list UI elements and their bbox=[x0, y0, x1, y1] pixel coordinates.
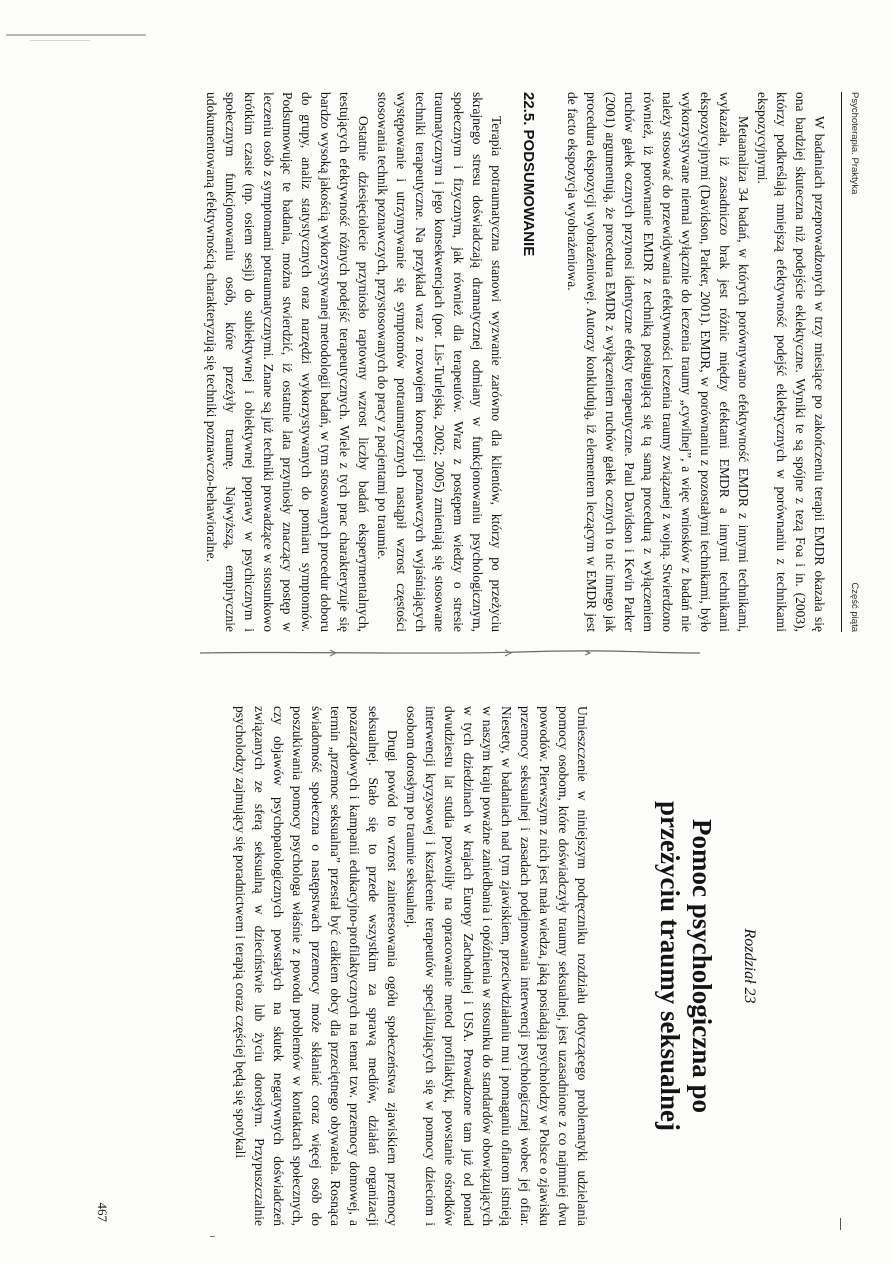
scan-artifact-mark bbox=[30, 40, 90, 41]
body-paragraph: Drugi powód to wzrost zainteresowania ogółu społeczeństwa zjawiskiem przemocy seksualnej. Stało się to przede wszystkim za sprawą mediów, działań organizacji pozarządowych i kampanii edukacyjno-profilaktycznych na temat tzw. przemocy domowej, a termin „przemoc seksualna” przestał być całkiem obcy dla przeciętnego obywatela. Rosnąca świadomość społeczna o następstwach przemocy może skłaniać coraz więcej osób do poszukiwania pomocy psychologa właśnie z powodu problemów w kontaktach społecznych, czy objawów psychopatologicznych powstałych na skutek negatywnych doświadczeń związanych ze sferą seksualną w dzieciństwie lub życiu dorosłym. Przypuszczalnie psycholodzy zajmujący się poradnictwem i terapią coraz częściej będą się spotykali bbox=[233, 706, 400, 1226]
running-head-title: Psychoterapia. Praktyka bbox=[849, 92, 860, 195]
right-page bbox=[90, 706, 850, 1226]
summary-paragraph: Terapia potraumatyczna stanowi wyzwanie zarówno dla klientów, którzy po przeżyciu skrajnego stresu doświadczają dramatycznej odmiany w funkcjonowaniu psychologicznym, społecznym i fizycznym, jak również dla terapeutów. Wraz z postępem wiedzy o stresie traumatycznym i jego konsekwencjach (por. Lis-Turlejska, 2002; 2005) zmieniają się stosowane techniki terapeutyczne. Na przykład wraz z rozwojem koncepcji poznawczych wyjaśniających występowanie i utrzymywanie się symptomów potraumatycznych nastąpił wzrost częstości stosowania technik poznawczych, przystosowanych do pracy z pacjentami po traumie. bbox=[375, 92, 504, 632]
left-page bbox=[100, 92, 860, 632]
running-header bbox=[842, 92, 860, 632]
part-label: Część piąta bbox=[849, 582, 860, 632]
section-heading: 22.5. PODSUMOWANIE bbox=[520, 92, 537, 257]
body-paragraph: Umieszczenie w niniejszym podręczniku rozdziału dotyczącego problematyki udzielania pomocy osobom, które doświadczyły traumy seksualnej, jest uzasadnione z co najmniej dwu powodów. Pierwszym z nich jest mała wiedza, jaką posiadają psycholodzy w Polsce o zjawisku przemocy seksualnej i zasadach podejmowania interwencji psychologicznej wobec jej ofiar. Niestety, w badaniach nad tym zjawiskiem, przeciwdziałaniu mu i pomaganiu ofiarom istnieją w naszym kraju poważne zaniedbania i opóźnienia w stosunku do standardów obowiązujących w tych dziedzinach w krajach Europy Zachodniej i USA. Prowadzone tam już od ponad dwudziestu lat studia pozwoliły na opracowanie metod profilaktyki, powstanie ośrodków interwencji kryzysowej i kształcenie terapeutów specjalizujących się w pomocy dzieciom i osobom dorosłym po traumie seksualnej. bbox=[404, 706, 590, 1226]
book-fold-line bbox=[0, 644, 893, 662]
scan-artifact-mark bbox=[6, 34, 146, 36]
page-edge-mark bbox=[840, 1218, 841, 1230]
body-paragraph: W badaniach przeprowadzonych w trzy miesiące po zakończeniu terapii EMDR okazała się ona bardziej skuteczna niż podejście eklektyczne. Wyniki te są spójne z tezą Foa i in. (2003), którzy podkreślają mniejszą efektywność podejść eklektycznych w porównaniu z technikami ekspozycyjnymi. bbox=[755, 92, 827, 632]
summary-paragraph: Ostatnie dziesięciolecie przyniosło raptowny wzrost liczby badań eksperymentalnych, testujących efektywność różnych podejść terapeutycznych. Wiele z tych prac charakteryzuje się bardzo wysoką jakością wykorzystywanej metodologii badań, w tym stosowanych procedur doboru do grupy, analiz statystycznych oraz narzędzi wykorzystywanych do pomiaru symptomów. Podsumowując te badania, można stwierdzić, iż ostatnie lata przyniosły znaczący postęp w leczeniu osób z symptomami potraumatycznymi. Znane są już techniki prowadzące w stosunkowo krótkim czasie (np. osiem sesji) do subiektywnej i obiektywnej poprawy w psychicznym i społecznym funkcjonowaniu osób, które przeżyły traumę. Najwyższą, empirycznie udokumentowaną efektywnością charakteryzują się techniki poznawczo-behawioralne. bbox=[204, 92, 371, 632]
page-number: 467 bbox=[95, 1202, 110, 1222]
page-edge-mark bbox=[210, 1236, 215, 1237]
chapter-label: Rozdział 23 bbox=[741, 928, 758, 1004]
body-paragraph: Metaanaliza 34 badań, w których porównywano efektywność EMDR z innymi technikami, wykazała, iż zasadniczo brak jest różnic między efektami EMDR a innymi technikami ekspozycyjnymi (Davidson, Parker, 2001). EMDR, w porównaniu z pozostałymi technikami, było wykorzystywane niemal wyłącznie do leczenia traumy „cywilnej”, a więc wniosków z badań nie należy stosować do przewidywania efektywności leczenia traumy związanej z wojną. Stwierdzono również, iż porównanie EMDR z techniką posługującą się tą samą procedurą z wyłączeniem ruchów gałek ocznych przynosi identyczne efekty terapeutyczne. Paul Davidson i Kevin Parker (2001) argumentują, że procedura EMDR z wyłączeniem ruchów gałek ocznych to nic innego jak procedura ekspozycji wyobrażeniowej. Autorzy konkludują, iż elementem leczącym w EMDR jest de facto ekspozycja wyobrażeniowa. bbox=[565, 92, 751, 632]
chapter-title: Pomoc psychologiczna po przeżyciu traumy seksualnej bbox=[655, 801, 717, 1131]
